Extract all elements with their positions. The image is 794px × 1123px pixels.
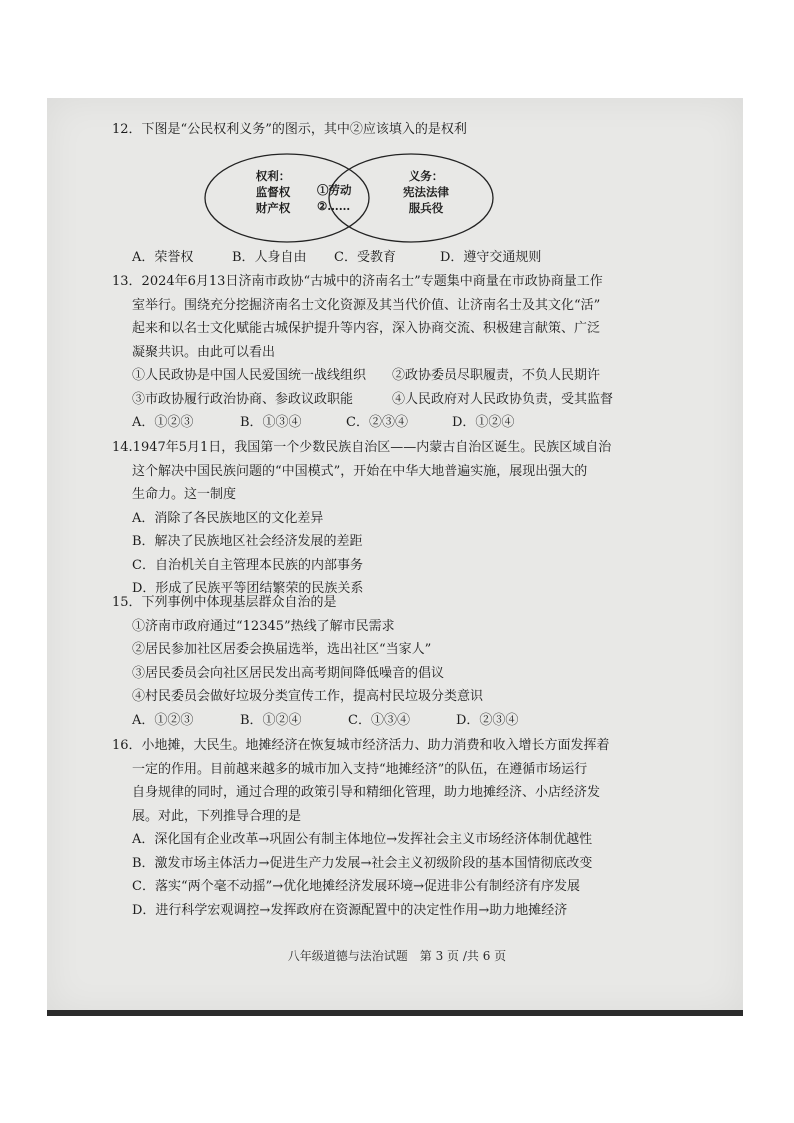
question-16-line: 一定的作用。目前越来越多的城市加入支持“地摊经济”的队伍，在遵循市场运行 — [132, 761, 588, 777]
question-13-line: 室举行。围绕充分挖掘济南名士文化资源及其当代价值、让济南名士及其文化“活” — [132, 297, 601, 313]
option-d: D．遵守交通规则 — [440, 250, 542, 265]
option-d: D．形成了民族平等团结繁荣的民族关系 — [132, 581, 364, 596]
statement-1: ①人民政协是中国人民爱国统一战线组织 — [132, 368, 367, 383]
question-13 — [112, 270, 613, 435]
venn-right-label — [391, 168, 461, 216]
question-13-line: 13．2024年6月13日济南市政协“古城中的济南名士”专题集中商量在市政协商量工作 — [112, 274, 603, 289]
question-12-stem: 12．下图是“公民权利义务”的图示，其中②应该填入的是权利 — [112, 122, 467, 137]
question-13-line: 起来和以名士文化赋能古城保护提升等内容，深入协商交流、积极建言献策、广泛 — [132, 321, 601, 336]
rights-duties-venn-diagram — [203, 152, 495, 246]
option-a: A．消除了各民族地区的文化差异 — [132, 510, 324, 526]
venn-right-item: 宪法法律 — [403, 185, 449, 199]
venn-left-label — [243, 168, 303, 216]
question-14-line: 这个解决中国民族问题的“中国模式”，开始在中华大地普遍实施，展现出强大的 — [132, 463, 588, 479]
option-b: B．激发市场主体活力→促进生产力发展→社会主义初级阶段的基本国情彻底改变 — [132, 855, 593, 871]
question-16-line: 展。对此，下列推导合理的是 — [132, 808, 302, 824]
statement-2: ②政协委员尽职履责，不负人民期许 — [392, 368, 601, 383]
question-15-stem: 15．下列事例中体现基层群众自治的是 — [112, 595, 337, 610]
option-a: A．①②③ — [132, 712, 194, 728]
option-a: A．①②③ — [132, 415, 194, 430]
question-16-line: 自身规律的同时，通过合理的政策引导和精细化管理，助力地摊经济、小店经济发 — [132, 785, 601, 800]
question-14-line: 14.1947年5月1日，我国第一个少数民族自治区——内蒙古自治区诞生。民族区域自治 — [112, 440, 612, 455]
paper-bottom-edge — [47, 1010, 743, 1016]
venn-center-item: ①劳动 — [317, 183, 352, 197]
question-15 — [112, 591, 518, 732]
venn-right-item: 服兵役 — [408, 201, 444, 215]
option-b: B．解决了民族地区社会经济发展的差距 — [132, 534, 363, 549]
venn-left-item: 监督权 — [255, 185, 291, 199]
option-d: D．进行科学宏观调控→发挥政府在资源配置中的决定性作用→助力地摊经济 — [132, 902, 568, 918]
option-c: C．自治机关自主管理本民族的内部事务 — [132, 557, 363, 573]
option-a: A．深化国有企业改革→巩固公有制主体地位→发挥社会主义市场经济体制优越性 — [132, 832, 593, 847]
venn-right-title: 义务： — [408, 169, 444, 183]
question-13-line: 凝聚共识。由此可以看出 — [132, 344, 276, 360]
option-b: B．①③④ — [240, 415, 302, 430]
option-c: C．①③④ — [348, 712, 410, 728]
page-footer: 八年级道德与法治试题 第 3 页 /共 6 页 — [287, 949, 507, 963]
question-16-line: 16．小地摊，大民生。地摊经济在恢复城市经济活力、助力消费和收入增长方面发挥着 — [112, 738, 610, 753]
statement-3: ③市政协履行政治协商、参政议政职能 — [132, 391, 354, 407]
venn-center-item: ②…… — [317, 199, 351, 213]
statement-4: ④人民政府对人民政协负责，受其监督 — [392, 391, 614, 407]
option-c: C．受教育 — [334, 250, 396, 265]
question-12 — [112, 118, 467, 142]
statement-1: ①济南市政府通过“12345”热线了解市民需求 — [132, 618, 395, 634]
venn-center-label — [317, 182, 381, 214]
question-16 — [112, 734, 610, 922]
option-b: B．①②④ — [240, 712, 302, 728]
statement-3: ③居民委员会向社区居民发出高考期间降低噪音的倡议 — [132, 665, 445, 681]
statement-2: ②居民参加社区居委会换届选举，选出社区“当家人” — [132, 642, 432, 657]
question-14-line: 生命力。这一制度 — [132, 487, 237, 502]
option-d: D．①②④ — [452, 415, 515, 430]
option-c: C．②③④ — [346, 415, 408, 430]
option-b: B．人身自由 — [232, 250, 307, 265]
statement-4: ④村民委员会做好垃圾分类宣传工作，提高村民垃圾分类意识 — [132, 689, 484, 704]
question-14 — [112, 436, 611, 601]
option-c: C．落实“两个毫不动摇”→优化地摊经济发展环境→促进非公有制经济有序发展 — [132, 879, 581, 894]
question-12-options — [132, 246, 541, 270]
venn-left-title: 权利： — [255, 169, 291, 183]
option-a: A．荣誉权 — [132, 250, 194, 265]
venn-left-item: 财产权 — [255, 201, 291, 215]
option-d: D．②③④ — [456, 712, 519, 728]
